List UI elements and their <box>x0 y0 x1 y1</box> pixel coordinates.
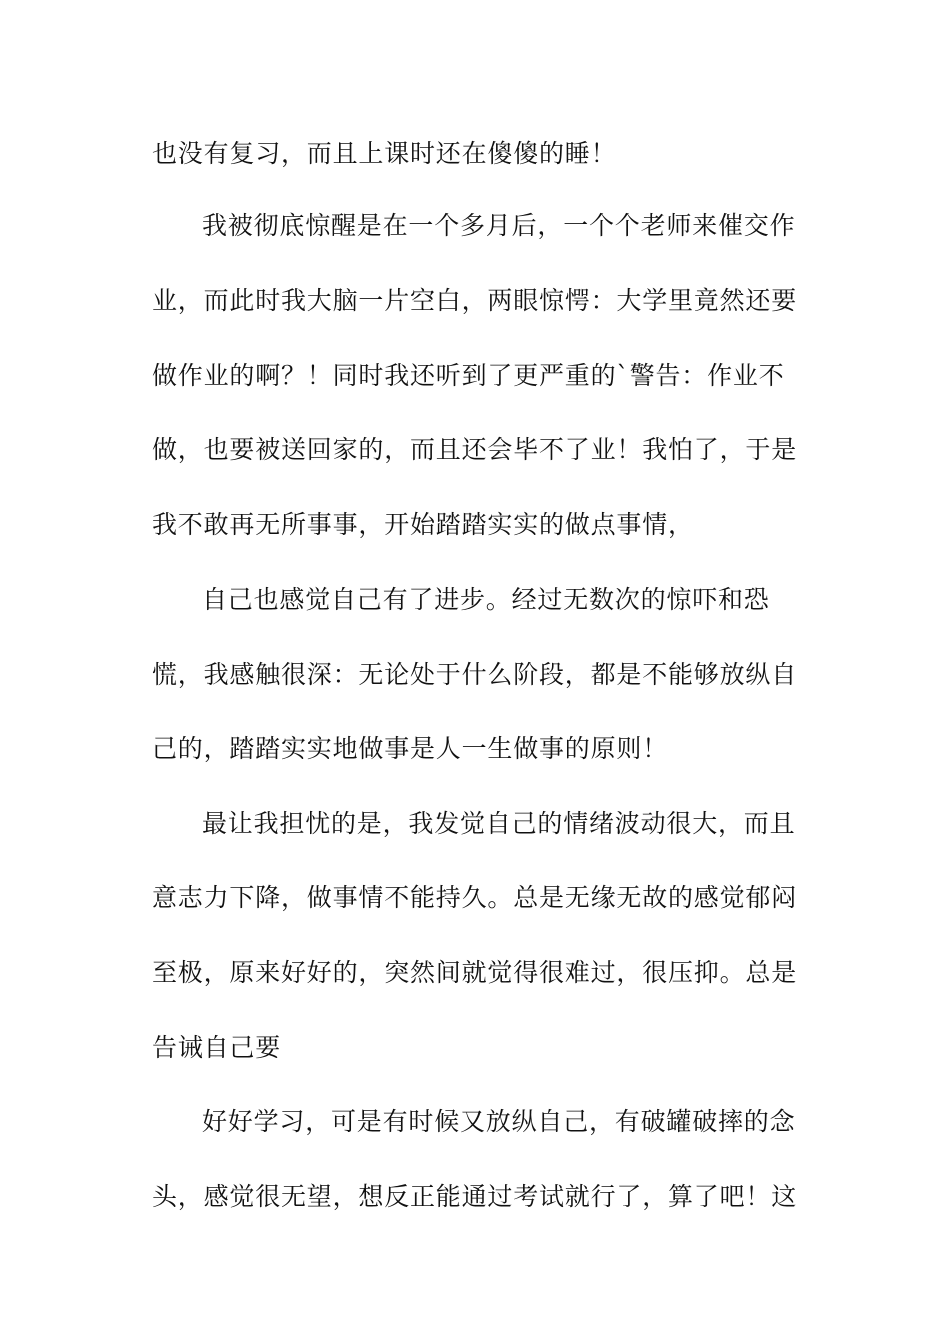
paragraph-first-line: 我被彻底惊醒是在一个多月后，一个个老师来催交作 <box>202 211 796 240</box>
text-line: 告诫自己要 <box>152 1033 282 1062</box>
text-line: 慌，我感触很深：无论处于什么阶段，都是不能够放纵自 <box>152 660 798 689</box>
text-line: 也没有复习，而且上课时还在傻傻的睡！ <box>152 139 617 168</box>
text-line: 己的，踏踏实实地做事是人一生做事的原则！ <box>152 734 669 763</box>
text-line: 意志力下降，做事情不能持久。总是无缘无故的感觉郁闷 <box>152 883 798 912</box>
text-line: 业，而此时我大脑一片空白，两眼惊愕：大学里竟然还要 <box>152 286 798 315</box>
text-line: 至极，原来好好的，突然间就觉得很难过，很压抑。总是 <box>152 958 798 987</box>
text-line: 做作业的啊？！同时我还听到了更严重的`警告：作业不 <box>152 361 785 390</box>
paragraph-first-line: 自己也感觉自己有了进步。经过无数次的惊吓和恐 <box>202 585 770 614</box>
text-line: 做，也要被送回家的，而且还会毕不了业！我怕了，于是 <box>152 435 798 464</box>
text-line: 头，感觉很无望，想反正能通过考试就行了，算了吧！这 <box>152 1182 798 1211</box>
paragraph-first-line: 最让我担忧的是，我发觉自己的情绪波动很大，而且 <box>202 809 796 838</box>
paragraph-first-line: 好好学习，可是有时候又放纵自己，有破罐破摔的念 <box>202 1107 796 1136</box>
text-line: 我不敢再无所事事，开始踏踏实实的做点事情， <box>152 510 694 539</box>
